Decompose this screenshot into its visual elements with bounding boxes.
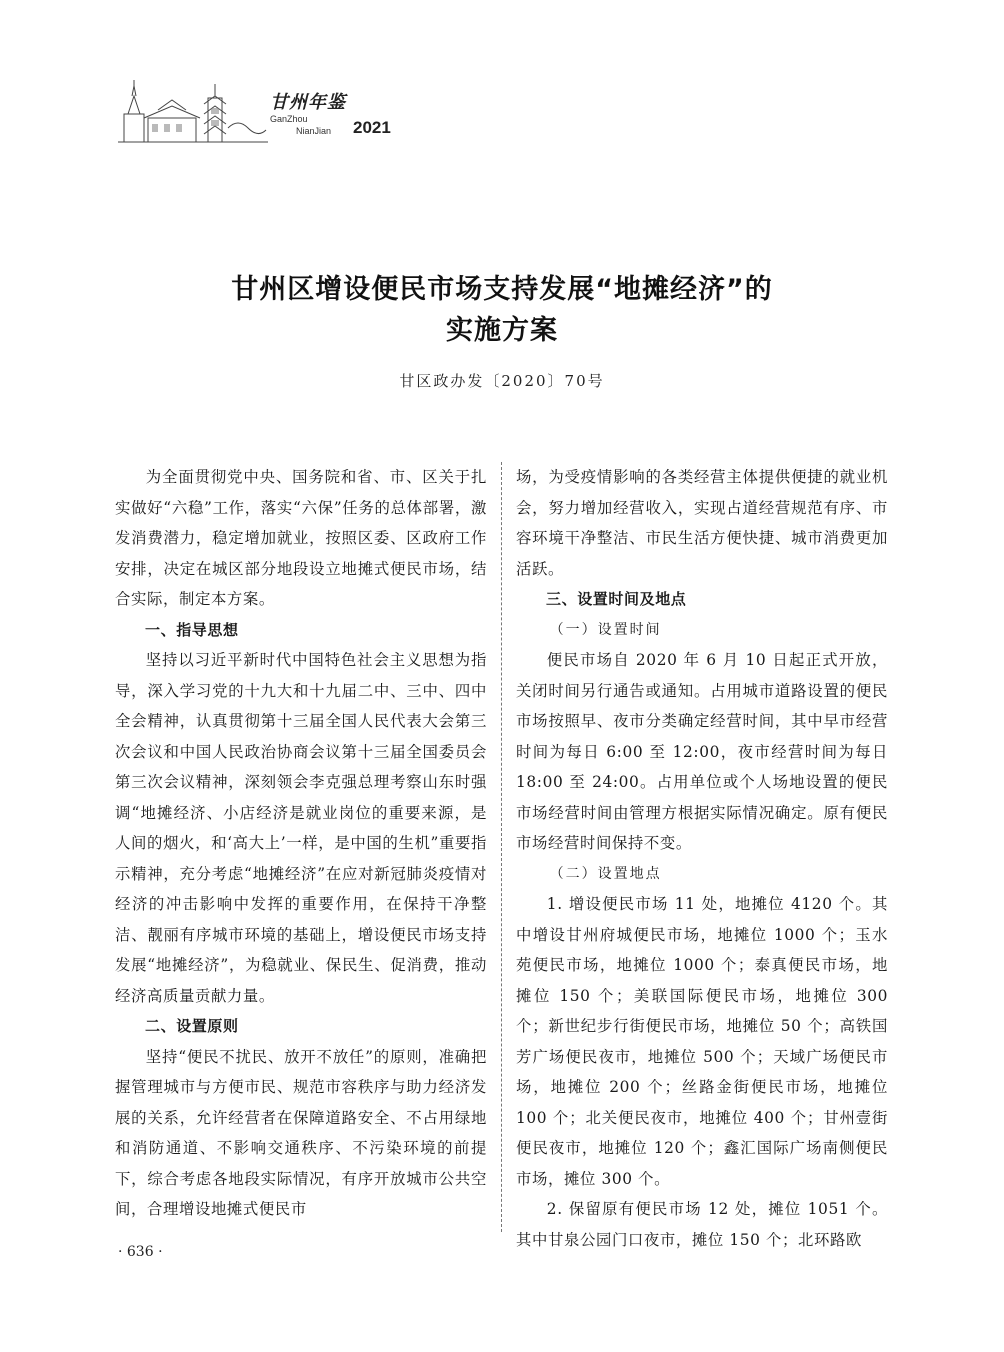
- subheading-location: （二）设置地点: [549, 865, 662, 882]
- landmark-pagoda-illustration: [118, 78, 268, 144]
- document-number: 甘区政办发〔2020〕70号: [399, 372, 605, 390]
- left-column: [115, 462, 487, 1225]
- section-heading-time-and-location: 三、设置时间及地点: [546, 590, 687, 608]
- yearbook-logo-text: 甘州年鉴: [270, 92, 346, 113]
- document-title-line2: 实施方案: [446, 315, 558, 346]
- intro-paragraph: 为全面贯彻党中央、国务院和省、市、区关于扎实做好“六稳”工作，落实“六保”任务的总体部署，激发消费潜力，稳定增加就业，按照区委、区政府工作安排，决定在城区部分地段设立地摊式便民市场，结合实际，制定本方案。: [115, 468, 487, 608]
- principles-paragraph-continued: 场，为受疫情影响的各类经营主体提供便捷的就业机会，努力增加经营收入，实现占道经营规范有序、市容环境干净整洁、市民生活方便快捷、城市消费更加活跃。: [516, 468, 888, 578]
- location-item-2: 2. 保留原有便民市场 12 处，摊位 1051 个。其中甘泉公园门口夜市，摊位 150 个；北环路欧: [516, 1200, 888, 1249]
- section-heading-guiding-ideology: 一、指导思想: [145, 620, 239, 639]
- time-paragraph: 便民市场自 2020 年 6 月 10 日起正式开放，关闭时间另行通告或通知。占用城市道路设置的便民市场按照早、夜市分类确定经营时间，其中早市经营时间为每日 6:00 至 12:00，夜市经营时间为每日 18:00 至 24:00。占用单位或个人场地设置的便民市场经营时间由管理方根据实际情况确定。原有便民市场经营时间保持不变。: [516, 651, 888, 852]
- right-column: [516, 462, 888, 1255]
- page-number: · 636 ·: [118, 1244, 163, 1260]
- section-heading-principles: 二、设置原则: [145, 1017, 239, 1035]
- yearbook-header: [118, 78, 418, 148]
- principles-paragraph: 坚持“便民不扰民、放开不放任”的原则，准确把握管理城市与方便市民、规范市容秩序与助力经济发展的关系，允许经营者在保障道路安全、不占用绿地和消防通道、不影响交通秩序、不污染环境的前提下，综合考虑各地段实际情况，有序开放城市公共空间，合理增设地摊式便民市: [115, 1047, 487, 1218]
- document-title-line1: 甘州区增设便民市场支持发展“地摊经济”的: [231, 274, 773, 305]
- guiding-ideology-paragraph: 坚持以习近平新时代中国特色社会主义思想为指导，深入学习党的十九大和十九届二中、三中、四中全会精神，认真贯彻第十三届全国人民代表大会第三次会议和中国人民政治协商会议第十三届全国委员会第三次会议精神，深刻领会李克强总理考察山东时强调“地摊经济、小店经济是就业岗位的重要来源，是人间的烟火，和‘高大上’一样，是中国的生机”重要指示精神，充分考虑“地摊经济”在应对新冠肺炎疫情对经济的冲击影响中发挥的重要作用，在保持干净整洁、靓丽有序城市环境的基础上，增设便民市场支持发展“地摊经济”，为稳就业、保民生、促消费，推动经济高质量贡献力量。: [115, 651, 487, 1005]
- yearbook-logo-en-line1: GanZhou: [270, 114, 308, 124]
- subheading-time: （一）设置时间: [549, 621, 662, 638]
- column-divider: [501, 462, 502, 1232]
- location-item-1: 1. 增设便民市场 11 处，地摊位 4120 个。其中增设甘州府城便民市场，地摊位 1000 个；玉水苑便民市场，地摊位 1000 个；泰真便民市场，地摊位 150 个；美联国际便民市场，地摊位 300 个；新世纪步行街便民市场，地摊位 50 个；高铁国芳广场便民夜市，地摊位 500 个；天域广场便民市场，地摊位 200 个；丝路金街便民市场，地摊位 100 个；北关便民夜市，地摊位 400 个；甘州壹街便民夜市，地摊位 120 个；鑫汇国际广场南侧便民市场，摊位 300 个。: [516, 895, 888, 1188]
- yearbook-logo-en-line2: NianJian: [296, 126, 332, 136]
- yearbook-year: 2021: [353, 118, 391, 137]
